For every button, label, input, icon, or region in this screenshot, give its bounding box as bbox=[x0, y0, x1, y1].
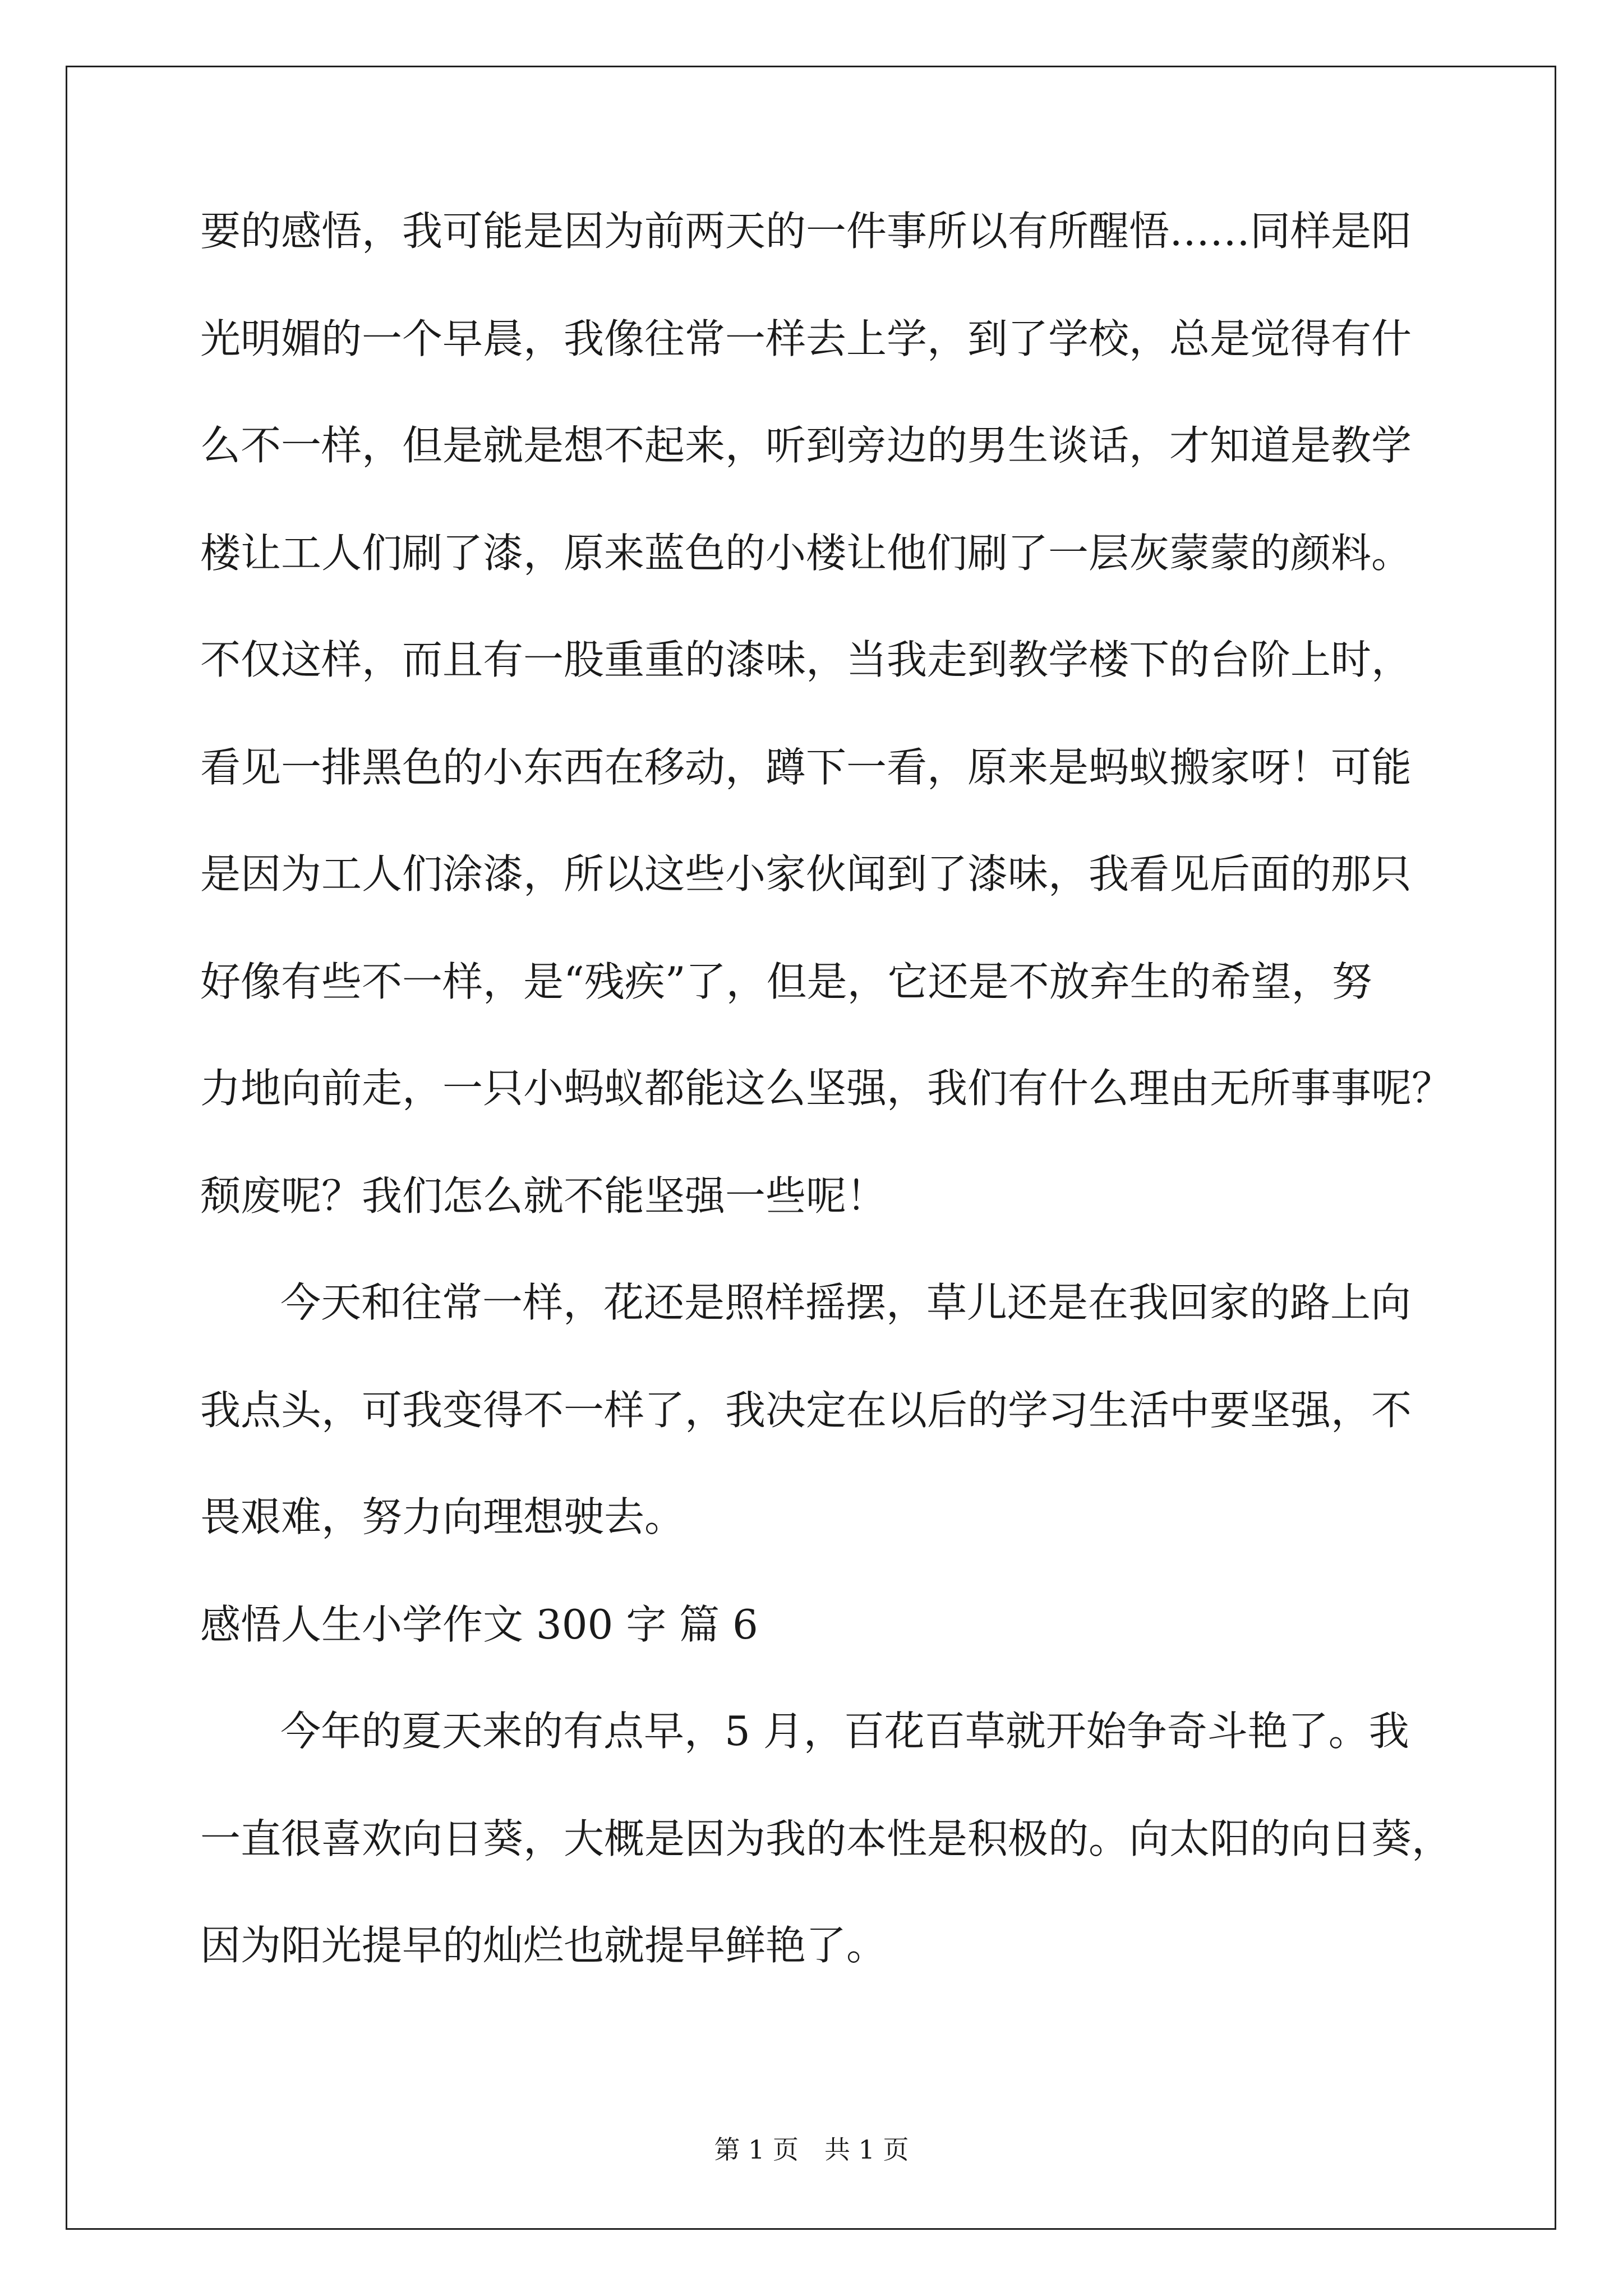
text-line: 颓废呢？我们怎么就不能坚强一些呢！ bbox=[200, 1172, 887, 1220]
text-line: 要的感悟，我可能是因为前两天的一件事所以有所醒悟……同样是阳 bbox=[200, 208, 1412, 255]
text-line: 一直很喜欢向日葵，大概是因为我的本性是积极的。向太阳的向日葵， bbox=[200, 1815, 1453, 1862]
text-line: 是因为工人们涂漆，所以这些小家伙闻到了漆味，我看见后面的那只 bbox=[200, 850, 1412, 898]
text-line: 好像有些不一样，是“残疾”了，但是，它还是不放弃生的希望，努 bbox=[200, 958, 1372, 1005]
paragraph-first-line: 今天和往常一样，花还是照样摇摆，草儿还是在我回家的路上向 bbox=[280, 1279, 1412, 1326]
text-line: 楼让工人们刷了漆，原来蓝色的小楼让他们刷了一层灰蒙蒙的颜料。 bbox=[200, 530, 1412, 577]
page-number-current: 第 1 页 bbox=[714, 2134, 799, 2165]
text-line: 不仅这样，而且有一股重重的漆味，当我走到教学楼下的台阶上时， bbox=[200, 636, 1412, 683]
text-line: 畏艰难，努力向理想驶去。 bbox=[200, 1493, 685, 1540]
text-line: 看见一排黑色的小东西在移动，蹲下一看，原来是蚂蚁搬家呀！可能 bbox=[200, 744, 1412, 791]
page-number-total: 共 1 页 bbox=[824, 2134, 909, 2165]
page-border bbox=[66, 66, 1556, 2230]
text-line: 因为阳光提早的灿烂也就提早鲜艳了。 bbox=[200, 1922, 887, 1969]
text-line: 我点头，可我变得不一样了，我决定在以后的学习生活中要坚强，不 bbox=[200, 1387, 1412, 1434]
text-line: 光明媚的一个早晨，我像往常一样去上学，到了学校，总是觉得有什 bbox=[200, 315, 1412, 362]
page-footer bbox=[0, 2133, 1623, 2166]
paragraph-first-line: 今年的夏天来的有点早，5 月，百花百草就开始争奇斗艳了。我 bbox=[280, 1708, 1409, 1755]
text-line: 么不一样，但是就是想不起来，听到旁边的男生谈话，才知道是教学 bbox=[200, 422, 1412, 469]
text-line: 力地向前走，一只小蚂蚁都能这么坚强，我们有什么理由无所事事呢？ bbox=[200, 1065, 1453, 1112]
section-heading: 感悟人生小学作文 300 字 篇 6 bbox=[200, 1601, 758, 1648]
